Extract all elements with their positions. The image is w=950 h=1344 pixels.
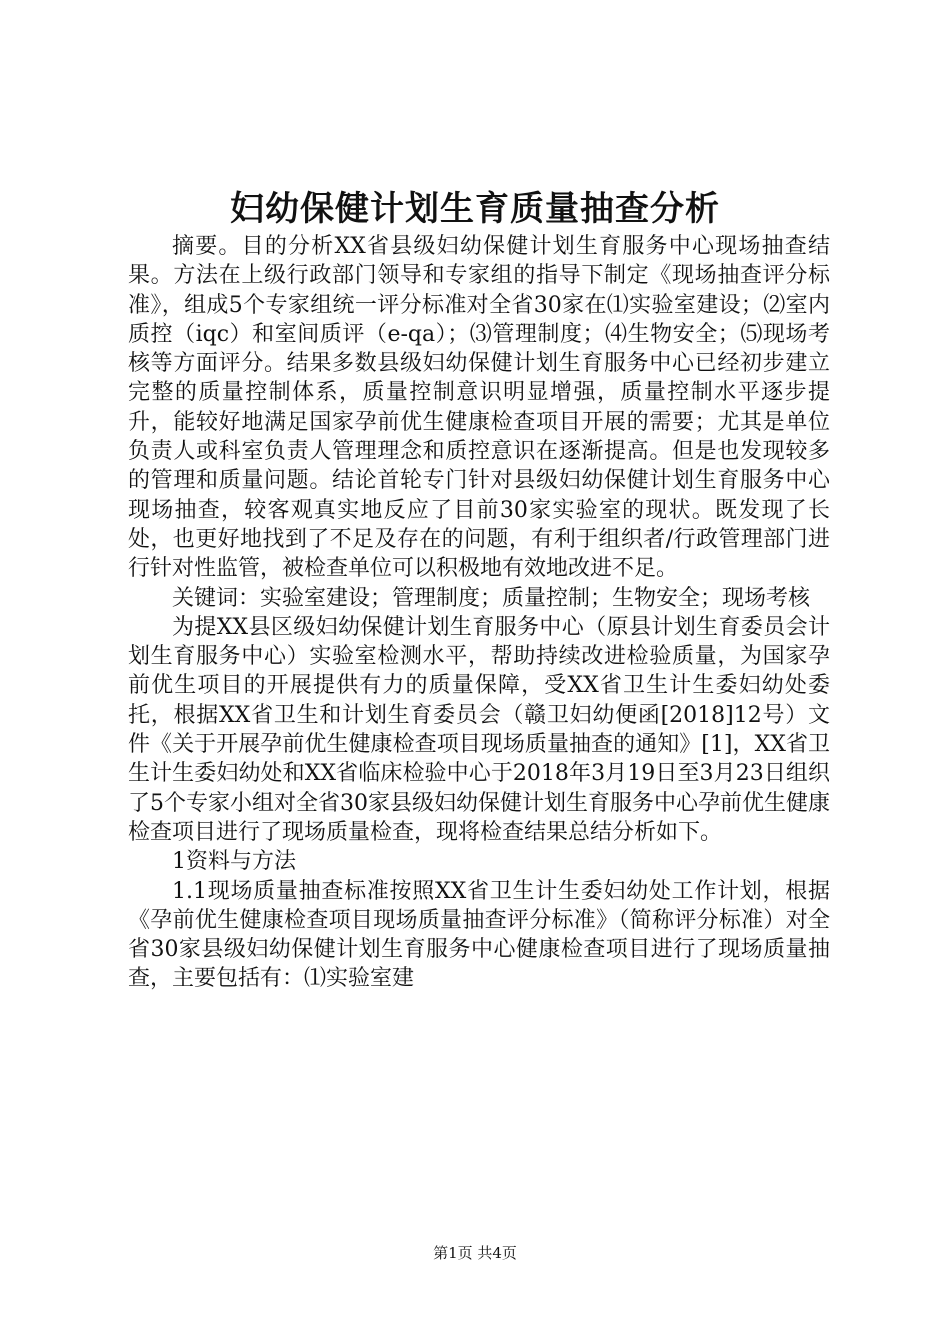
document-title: 妇幼保健计划生育质量抽查分析 bbox=[230, 189, 720, 229]
keywords-paragraph: 关键词：实验室建设；管理制度；质量控制；生物安全；现场考核 bbox=[172, 585, 811, 611]
abstract-paragraph: 摘要。目的分析XX省县级妇幼保健计划生育服务中心现场抽查结果。方法在上级行政部门领导和专家组的指导下制定《现场抽查评分标准》，组成5个专家组统一评分标准对全省30家在⑴实验室建设；⑵室内质控（iqc）和室间质评（e-qa）；⑶管理制度；⑷生物安全；⑸现场考核等方面评分。结果多数县级妇幼保健计划生育服务中心已经初步建立完整的质量控制体系，质量控制意识明显增强，质量控制水平逐步提升，能较好地满足国家孕前优生健康检查项目开展的需要；尤其是单位负责人或科室负责人管理理念和质控意识在逐渐提高。但是也发现较多的管理和质量问题。结论首轮专门针对县级妇幼保健计划生育服务中心现场抽查，较客观真实地反应了目前30家实验室的现状。既发现了长处，也更好地找到了不足及存在的问题，有利于组织者/行政管理部门进行针对性监管，被检查单位可以积极地有效地改进不足。 bbox=[128, 234, 830, 582]
page-footer: 第1页 共4页 bbox=[433, 1244, 517, 1262]
document-body bbox=[128, 232, 830, 994]
section-heading: 1资料与方法 bbox=[172, 849, 296, 875]
subsection-paragraph: 1.1现场质量抽查标准按照XX省卫生计生委妇幼处工作计划，根据《孕前优生健康检查项目现场质量抽查评分标准》（简称评分标准）对全省30家县级妇幼保健计划生育服务中心健康检查项目进行了现场质量抽查，主要包括有：⑴实验室建 bbox=[128, 878, 830, 992]
intro-paragraph: 为提XX县区级妇幼保健计划生育服务中心（原县计划生育委员会计划生育服务中心）实验室检测水平，帮助持续改进检验质量，为国家孕前优生项目的开展提供有力的质量保障，受XX省卫生计生委妇幼处委托，根据XX省卫生和计划生育委员会（赣卫妇幼便函[2018]12号）文件《关于开展孕前优生健康检查项目现场质量抽查的通知》[1]，XX省卫生计生委妇幼处和XX省临床检验中心于2018年3月19日至3月23日组织了5个专家小组对全省30家县级妇幼保健计划生育服务中心孕前优生健康检查项目进行了现场质量检查，现将检查结果总结分析如下。 bbox=[128, 614, 830, 845]
